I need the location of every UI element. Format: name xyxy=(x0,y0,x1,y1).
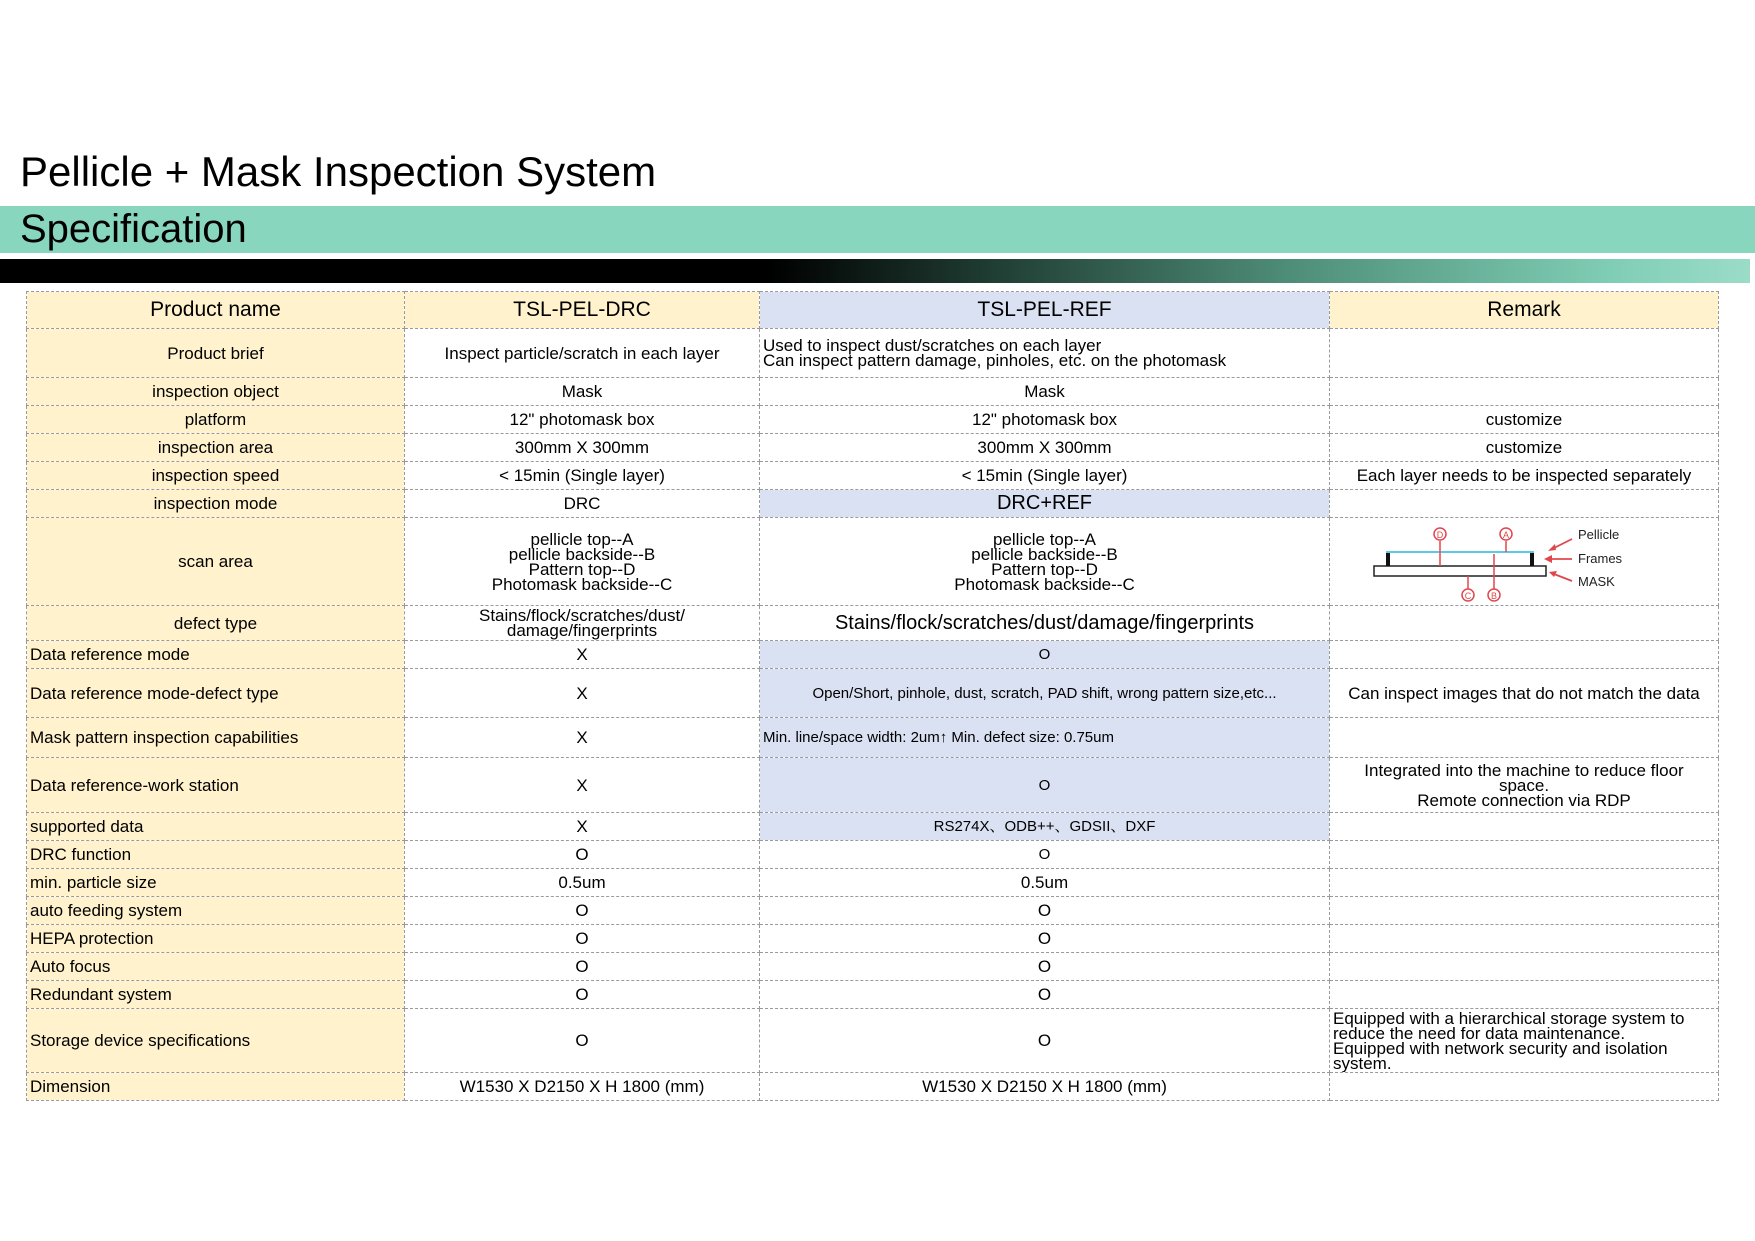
defect-line: damage/fingerprints xyxy=(506,621,658,640)
ref-value: Open/Short, pinhole, dust, scratch, PAD shift, wrong pattern size,etc... xyxy=(760,669,1330,718)
spec-table xyxy=(26,291,1719,1101)
row-label: Product brief xyxy=(27,329,405,378)
ref-value: O xyxy=(760,953,1330,981)
remark-line: space. xyxy=(1498,775,1550,795)
row-label: Data reference mode xyxy=(27,641,405,669)
ref-value: O xyxy=(760,925,1330,953)
ref-value: O xyxy=(760,981,1330,1009)
remark-value xyxy=(1330,925,1719,953)
remark-value: customize xyxy=(1330,434,1719,462)
scan-line: Pattern top--D xyxy=(991,559,1098,579)
remark-value xyxy=(1330,953,1719,981)
table-row xyxy=(27,925,1719,953)
row-label: inspection speed xyxy=(27,462,405,490)
drc-value xyxy=(405,518,760,606)
table-row xyxy=(27,378,1719,406)
label-frames: Frames xyxy=(1578,550,1623,566)
arrow-pellicle-head xyxy=(1548,544,1556,551)
row-label: inspection mode xyxy=(27,490,405,518)
remark-line: Remote connection via RDP xyxy=(1417,790,1631,810)
header-ref: TSL-PEL-REF xyxy=(760,292,1330,329)
ref-value: RS274X、ODB++、GDSII、DXF xyxy=(760,813,1330,841)
marker-b-label: B xyxy=(1490,590,1498,601)
arrow-frames-head xyxy=(1544,555,1552,563)
table-row xyxy=(27,669,1719,718)
remark-value xyxy=(1330,758,1719,813)
remark-value xyxy=(1330,841,1719,869)
remark-value xyxy=(1330,1009,1719,1073)
header-drc: TSL-PEL-DRC xyxy=(405,292,760,329)
ref-value: O xyxy=(760,1009,1330,1073)
section-subtitle: Specification xyxy=(20,207,247,251)
remark-value xyxy=(1330,490,1719,518)
frame-right xyxy=(1530,552,1534,566)
scan-line: pellicle backside--B xyxy=(508,544,656,564)
table-row xyxy=(27,329,1719,378)
table-row xyxy=(27,406,1719,434)
row-label: scan area xyxy=(27,518,405,606)
drc-value: O xyxy=(405,981,760,1009)
remark-value xyxy=(1330,981,1719,1009)
drc-value: X xyxy=(405,718,760,758)
scan-line: pellicle top--A xyxy=(530,529,634,549)
remark-value xyxy=(1330,329,1719,378)
remark-value xyxy=(1330,641,1719,669)
table-row xyxy=(27,841,1719,869)
table-row xyxy=(27,518,1719,606)
row-label: platform xyxy=(27,406,405,434)
marker-c-label: C xyxy=(1464,590,1472,601)
defect-line: Stains/flock/scratches/dust/ xyxy=(479,606,685,625)
ref-value xyxy=(760,518,1330,606)
marker-d-label: D xyxy=(1436,529,1444,540)
row-label: Dimension xyxy=(27,1073,405,1101)
drc-value: Inspect particle/scratch in each layer xyxy=(405,329,760,378)
drc-value: O xyxy=(405,841,760,869)
label-mask: MASK xyxy=(1578,573,1615,589)
ref-line: Used to inspect dust/scratches on each layer xyxy=(763,336,1102,355)
row-label: defect type xyxy=(27,606,405,641)
scan-line: Pattern top--D xyxy=(528,559,636,579)
ref-value: < 15min (Single layer) xyxy=(760,462,1330,490)
remark-value xyxy=(1330,606,1719,641)
table-row xyxy=(27,897,1719,925)
table-header-row xyxy=(27,292,1719,329)
drc-value: 300mm X 300mm xyxy=(405,434,760,462)
header-product-name: Product name xyxy=(27,292,405,329)
row-label: supported data xyxy=(27,813,405,841)
row-label: auto feeding system xyxy=(27,897,405,925)
ref-value: DRC+REF xyxy=(760,490,1330,518)
drc-value: 12" photomask box xyxy=(405,406,760,434)
page-title: Pellicle + Mask Inspection System xyxy=(20,148,657,195)
remark-value xyxy=(1330,378,1719,406)
drc-value: X xyxy=(405,813,760,841)
table-row xyxy=(27,462,1719,490)
drc-value: O xyxy=(405,925,760,953)
remark-value xyxy=(1330,1073,1719,1101)
row-label: Auto focus xyxy=(27,953,405,981)
table-row xyxy=(27,641,1719,669)
row-label: HEPA protection xyxy=(27,925,405,953)
scan-area-diagram xyxy=(1330,518,1719,606)
mask-plate xyxy=(1374,566,1546,576)
gradient-divider xyxy=(0,259,1750,283)
scan-line: Photomask backside--C xyxy=(491,574,673,594)
table-row xyxy=(27,1009,1719,1073)
remark-value xyxy=(1330,718,1719,758)
table-row xyxy=(27,718,1719,758)
drc-value: 0.5um xyxy=(405,869,760,897)
row-label: Redundant system xyxy=(27,981,405,1009)
row-label: Data reference-work station xyxy=(27,758,405,813)
remark-line: system. xyxy=(1333,1053,1392,1073)
drc-value: W1530 X D2150 X H 1800 (mm) xyxy=(405,1073,760,1101)
ref-value: 12" photomask box xyxy=(760,406,1330,434)
drc-value: X xyxy=(405,669,760,718)
row-label: Mask pattern inspection capabilities xyxy=(27,718,405,758)
remark-line: Integrated into the machine to reduce floor xyxy=(1364,760,1684,780)
ref-value: Stains/flock/scratches/dust/damage/fingerprints xyxy=(760,606,1330,641)
table-row xyxy=(27,813,1719,841)
row-label: Data reference mode-defect type xyxy=(27,669,405,718)
ref-value: Mask xyxy=(760,378,1330,406)
drc-value: O xyxy=(405,897,760,925)
frame-left xyxy=(1386,552,1390,566)
drc-value: O xyxy=(405,1009,760,1073)
row-label: DRC function xyxy=(27,841,405,869)
remark-line: Equipped with a hierarchical storage system to xyxy=(1333,1008,1685,1028)
row-label: min. particle size xyxy=(27,869,405,897)
ref-value: O xyxy=(760,758,1330,813)
header-remark: Remark xyxy=(1330,292,1719,329)
table-row xyxy=(27,606,1719,641)
table-row xyxy=(27,869,1719,897)
table-row xyxy=(27,1073,1719,1101)
ref-value: 0.5um xyxy=(760,869,1330,897)
arrow-mask xyxy=(1554,574,1572,581)
remark-line: Equipped with network security and isolation xyxy=(1333,1038,1668,1058)
pellicle-mask-diagram xyxy=(1354,519,1694,605)
marker-a-label: A xyxy=(1502,529,1510,540)
remark-value: Each layer needs to be inspected separately xyxy=(1330,462,1719,490)
drc-value xyxy=(405,606,760,641)
ref-value: 300mm X 300mm xyxy=(760,434,1330,462)
scan-line: pellicle top--A xyxy=(993,529,1096,549)
remark-line: reduce the need for data maintenance. xyxy=(1333,1023,1626,1043)
scan-line: pellicle backside--B xyxy=(971,544,1118,564)
table-row xyxy=(27,981,1719,1009)
remark-value xyxy=(1330,813,1719,841)
label-pellicle: Pellicle xyxy=(1578,526,1620,542)
ref-value xyxy=(760,329,1330,378)
drc-value: X xyxy=(405,758,760,813)
row-label: inspection object xyxy=(27,378,405,406)
ref-value: O xyxy=(760,841,1330,869)
scan-line: Photomask backside--C xyxy=(954,574,1135,594)
remark-value xyxy=(1330,897,1719,925)
drc-value: X xyxy=(405,641,760,669)
drc-value: < 15min (Single layer) xyxy=(405,462,760,490)
ref-value: O xyxy=(760,641,1330,669)
ref-value: Min. line/space width: 2um↑ Min. defect size: 0.75um xyxy=(760,718,1330,758)
table-row xyxy=(27,758,1719,813)
subtitle-band xyxy=(0,206,1755,253)
remark-value xyxy=(1330,869,1719,897)
ref-value: W1530 X D2150 X H 1800 (mm) xyxy=(760,1073,1330,1101)
remark-value: customize xyxy=(1330,406,1719,434)
ref-value: O xyxy=(760,897,1330,925)
drc-value: O xyxy=(405,953,760,981)
drc-value: DRC xyxy=(405,490,760,518)
table-row xyxy=(27,953,1719,981)
table-row xyxy=(27,490,1719,518)
row-label: inspection area xyxy=(27,434,405,462)
row-label: Storage device specifications xyxy=(27,1009,405,1073)
remark-value: Can inspect images that do not match the data xyxy=(1330,669,1719,718)
table-row xyxy=(27,434,1719,462)
drc-value: Mask xyxy=(405,378,760,406)
ref-line: Can inspect pattern damage, pinholes, etc. on the photomask xyxy=(763,351,1227,370)
